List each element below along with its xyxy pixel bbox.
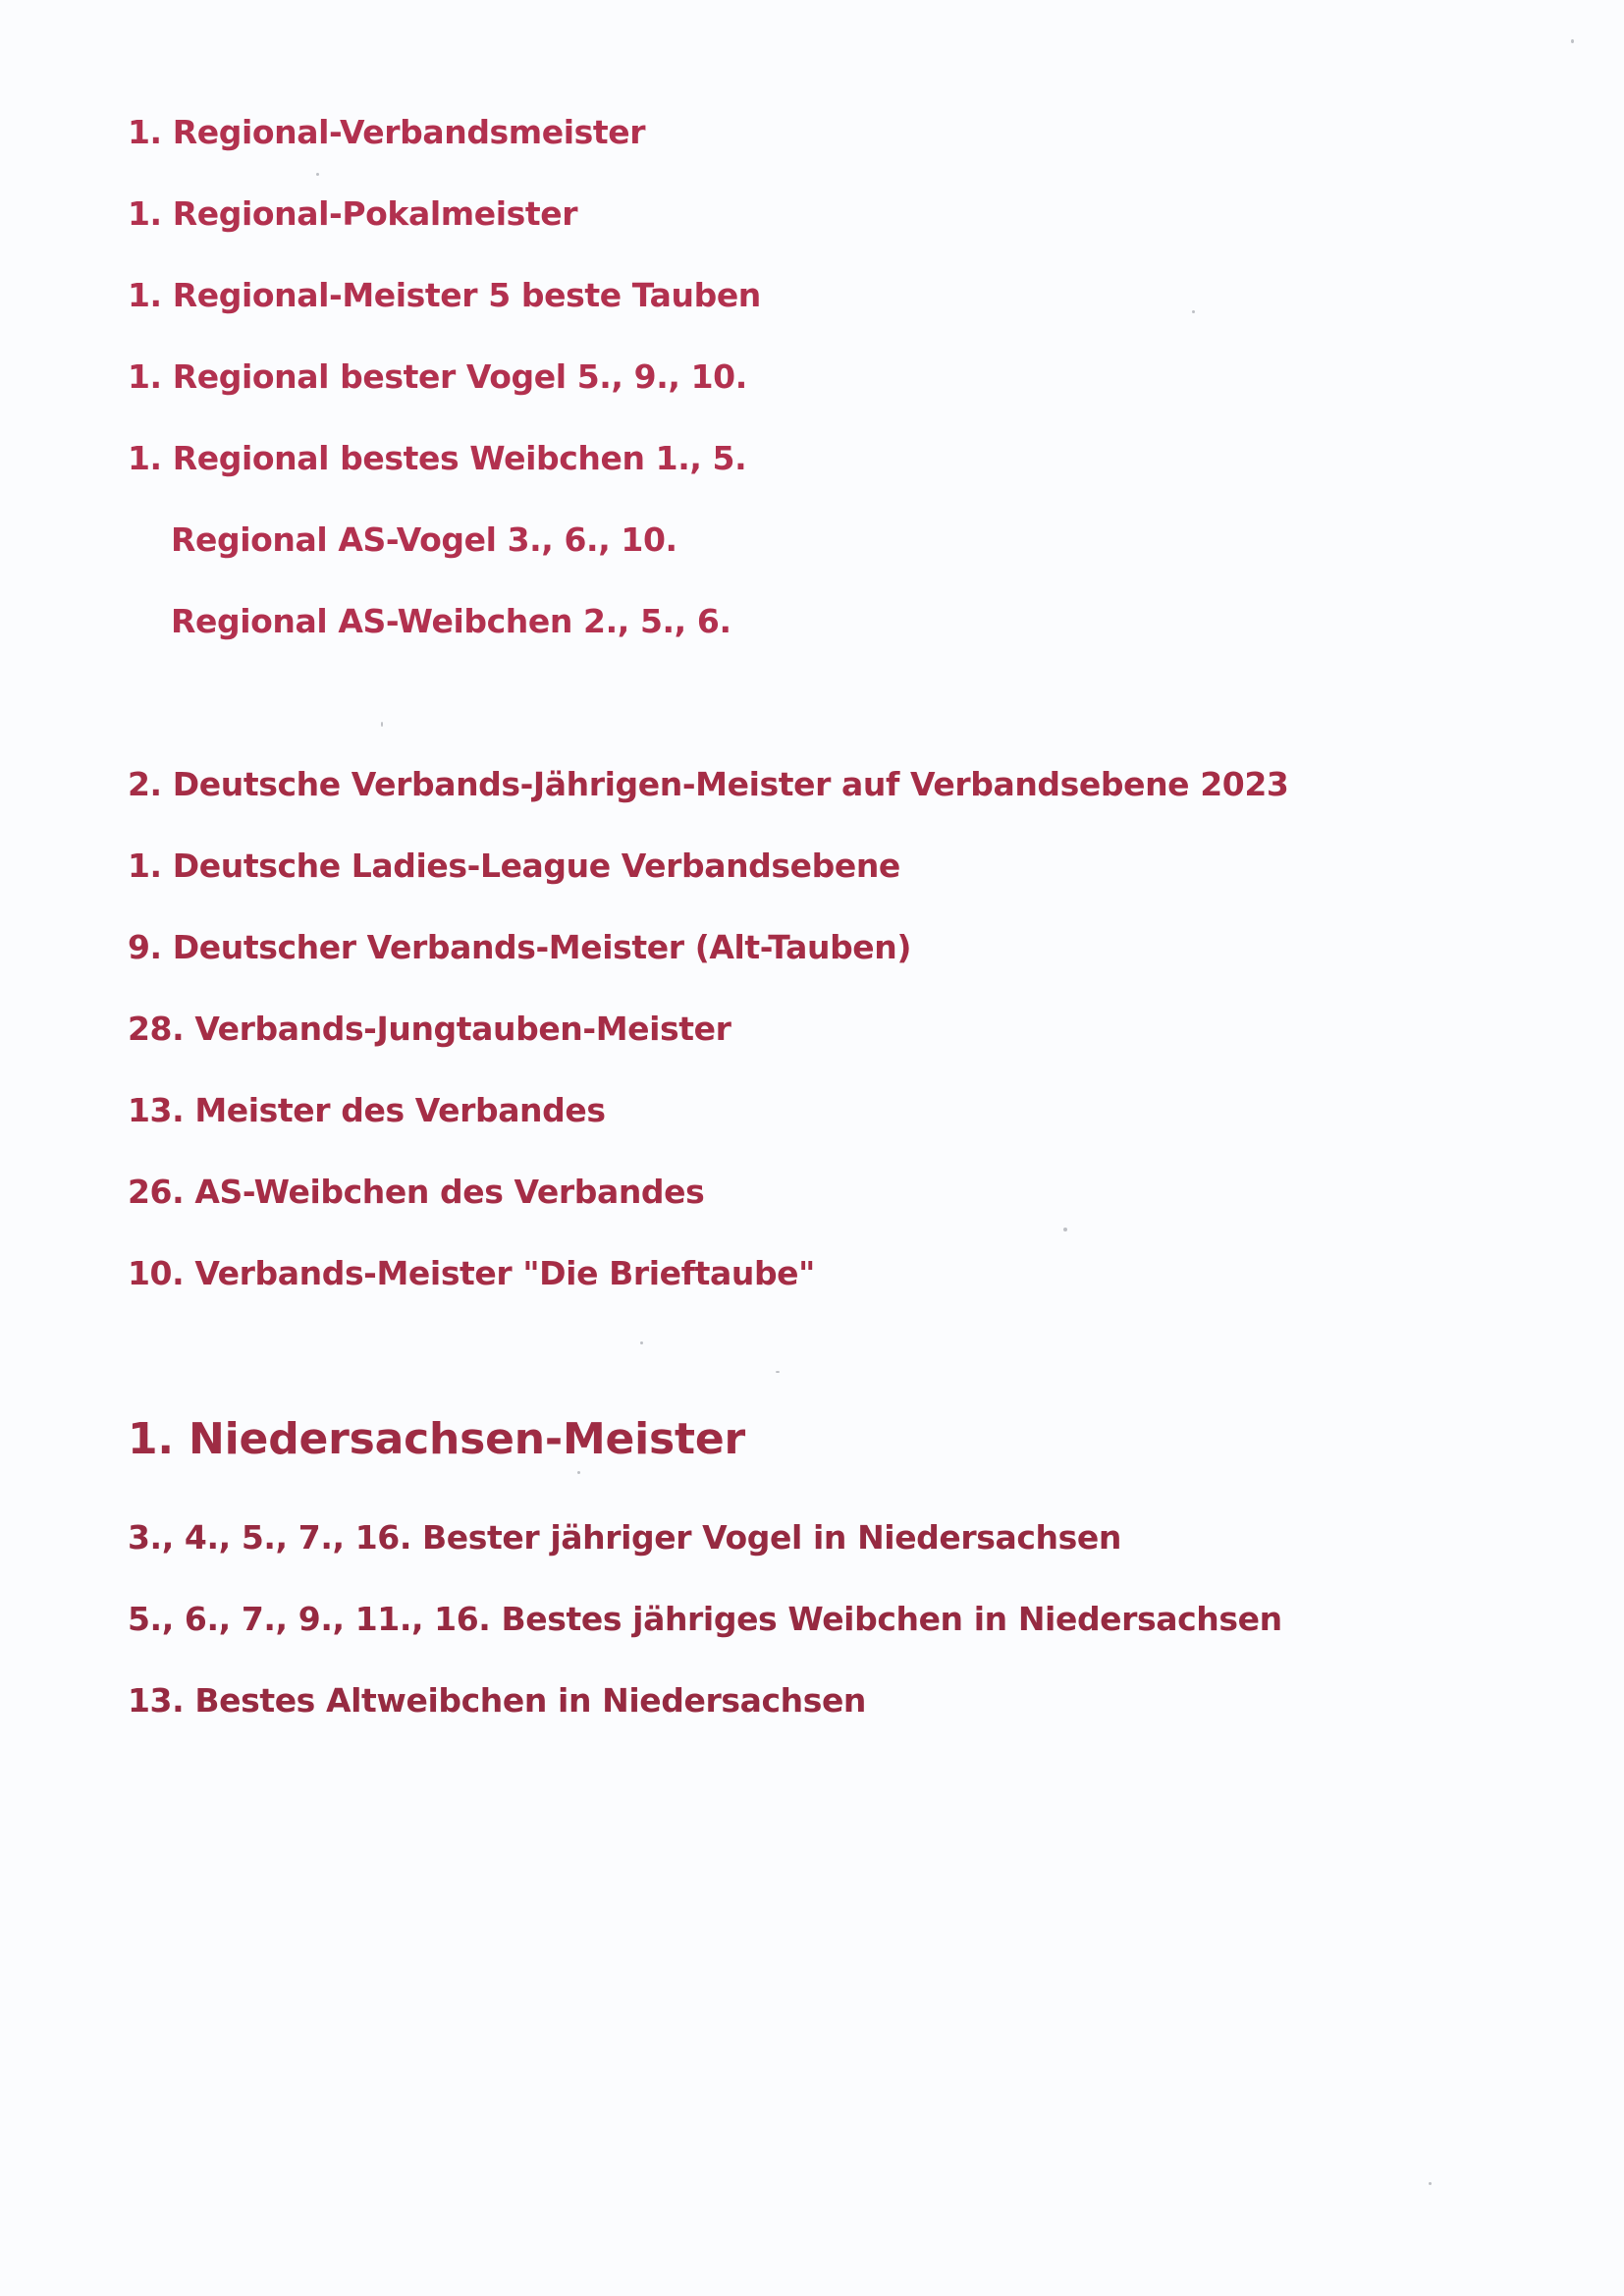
- verband-item: 10. Verbands-Meister "Die Brieftaube": [128, 1254, 815, 1292]
- scan-speck: [316, 173, 319, 176]
- scan-speck: [1192, 310, 1195, 313]
- scan-speck: [577, 1471, 580, 1474]
- verband-item: 1. Deutsche Ladies-League Verbandsebene: [128, 847, 900, 885]
- scan-speck: [640, 1341, 643, 1344]
- verband-item: 26. AS-Weibchen des Verbandes: [128, 1173, 705, 1211]
- scan-speck: [381, 722, 383, 727]
- niedersachsen-item: 13. Bestes Altweibchen in Niedersachsen: [128, 1681, 867, 1720]
- regional-item: Regional AS-Weibchen 2., 5., 6.: [171, 602, 731, 640]
- scan-speck: [1429, 2182, 1432, 2185]
- regional-item: 1. Regional-Meister 5 beste Tauben: [128, 276, 761, 314]
- verband-item: 2. Deutsche Verbands-Jährigen-Meister auf Verbandsebene 2023: [128, 765, 1289, 803]
- regional-item: Regional AS-Vogel 3., 6., 10.: [171, 520, 677, 559]
- verband-item: 13. Meister des Verbandes: [128, 1091, 606, 1129]
- regional-item: 1. Regional bester Vogel 5., 9., 10.: [128, 357, 747, 396]
- regional-item: 1. Regional-Verbandsmeister: [128, 113, 646, 151]
- verband-item: 28. Verbands-Jungtauben-Meister: [128, 1010, 731, 1048]
- regional-item: 1. Regional bestes Weibchen 1., 5.: [128, 439, 747, 477]
- scan-speck: [1063, 1228, 1067, 1231]
- niedersachsen-heading: 1. Niedersachsen-Meister: [128, 1414, 746, 1464]
- scan-speck: [1571, 39, 1574, 43]
- niedersachsen-item: 5., 6., 7., 9., 11., 16. Bestes jähriges Weibchen in Niedersachsen: [128, 1600, 1282, 1638]
- scan-speck: [776, 1371, 780, 1373]
- regional-item: 1. Regional-Pokalmeister: [128, 194, 578, 233]
- verband-item: 9. Deutscher Verbands-Meister (Alt-Tauben): [128, 928, 912, 966]
- niedersachsen-item: 3., 4., 5., 7., 16. Bester jähriger Vogel in Niedersachsen: [128, 1518, 1121, 1557]
